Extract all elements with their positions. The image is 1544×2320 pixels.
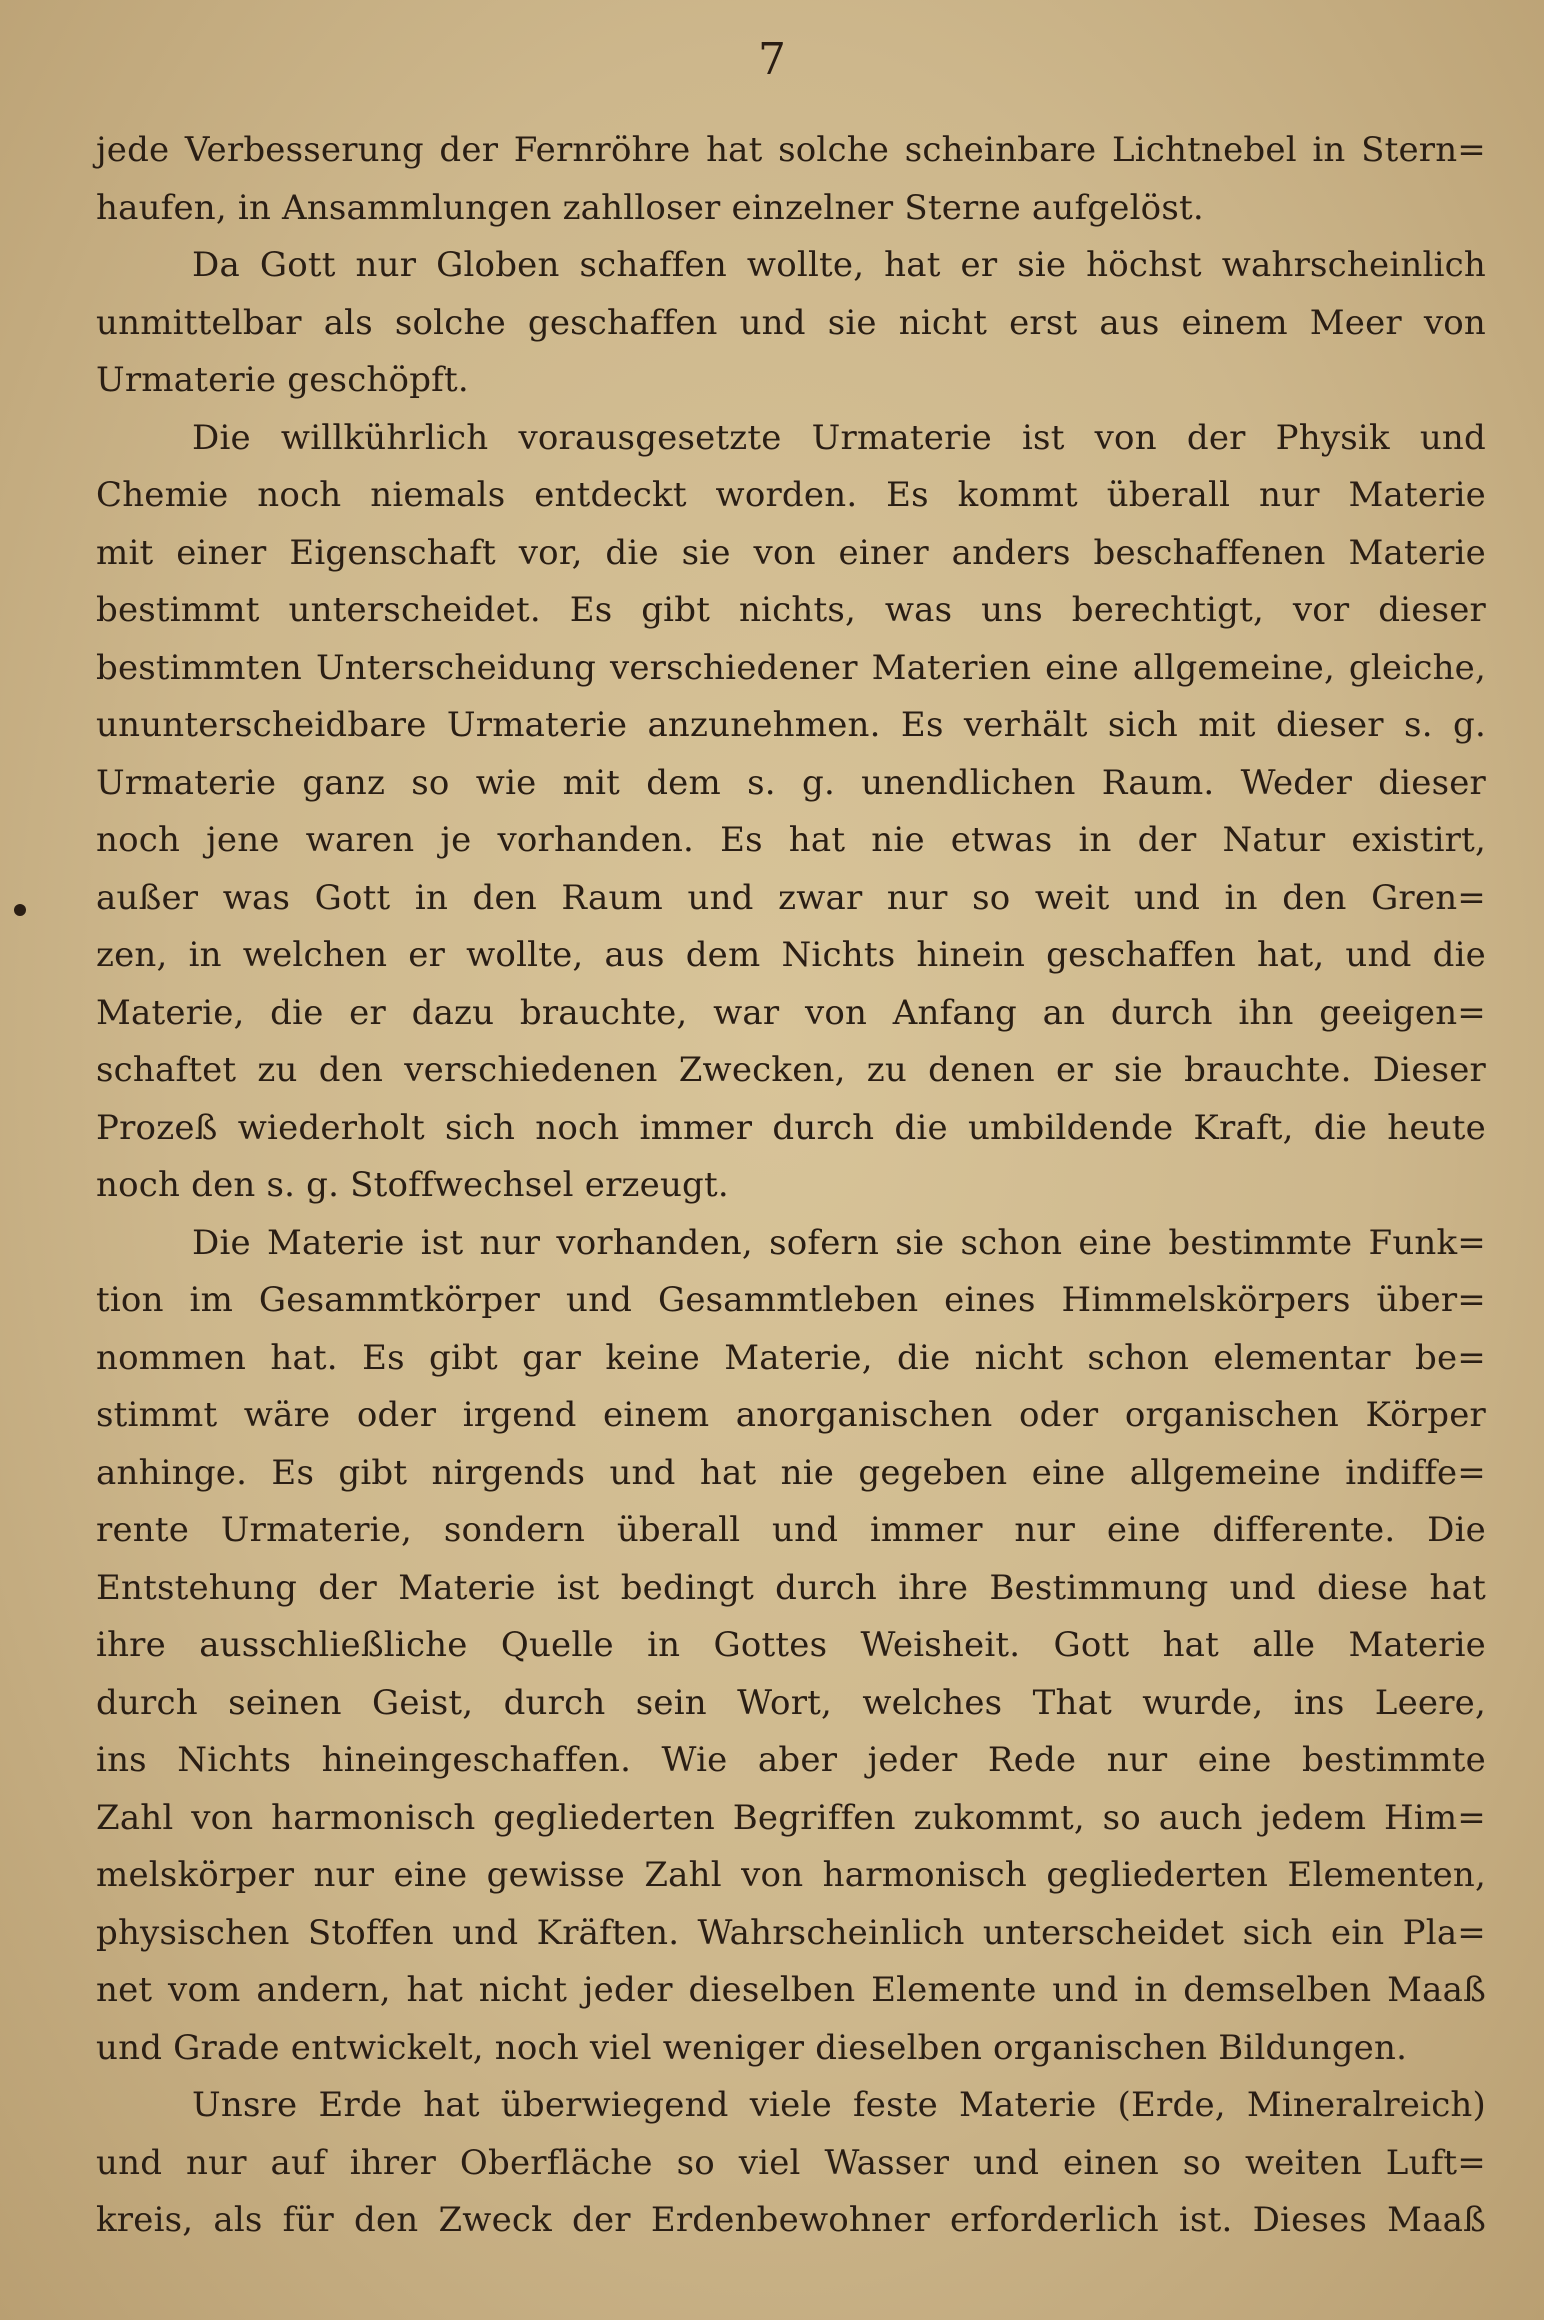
text-line: und Grade entwickelt, noch viel weniger dieselben organischen Bildungen. (96, 2027, 1408, 2068)
text-line: unmittelbar als solche geschaffen und sie nicht erst aus einem Meer von (96, 302, 1486, 343)
text-line: Zahl von harmonisch gegliederten Begriffen zukommt, so auch jedem Him= (96, 1797, 1486, 1838)
text-line: Chemie noch niemals entdeckt worden. Es kommt überall nur Materie (96, 475, 1486, 515)
text-line: Die willkührlich vorausgesetzte Urmaterie ist von der Physik und (192, 417, 1486, 458)
text-line: Urmaterie geschöpft. (96, 360, 469, 400)
text-line: mit einer Eigenschaft vor, die sie von einer anders beschaffenen Materie (96, 532, 1486, 573)
margin-ink-dot (14, 904, 26, 916)
text-line: bestimmt unterscheidet. Es gibt nichts, was uns berechtigt, vor dieser (96, 590, 1486, 630)
text-line: physischen Stoffen und Kräften. Wahrscheinlich unterscheidet sich ein Pla= (96, 1912, 1486, 1953)
text-line: anhinge. Es gibt nirgends und hat nie gegeben eine allgemeine indiffe= (96, 1452, 1486, 1493)
text-line: außer was Gott in den Raum und zwar nur so weit und in den Gren= (96, 877, 1486, 918)
text-line: Da Gott nur Globen schaffen wollte, hat er sie höchst wahrscheinlich (192, 245, 1486, 285)
text-line: tion im Gesammtkörper und Gesammtleben eines Himmelskörpers über= (96, 1280, 1486, 1320)
text-line: rente Urmaterie, sondern überall und immer nur eine differente. Die (96, 1510, 1486, 1550)
page-number: 7 (758, 34, 786, 85)
text-line: nommen hat. Es gibt gar keine Materie, die nicht schon elementar be= (96, 1337, 1486, 1378)
text-line: noch den s. g. Stoffwechsel erzeugt. (96, 1165, 729, 1205)
text-line: net vom andern, hat nicht jeder dieselben Elemente und in demselben Maaß (96, 1970, 1486, 2010)
text-line: stimmt wäre oder irgend einem anorganischen oder organischen Körper (96, 1395, 1486, 1435)
text-line: Prozeß wiederholt sich noch immer durch die umbildende Kraft, die heute (96, 1107, 1486, 1148)
text-line: schaftet zu den verschiedenen Zwecken, zu denen er sie brauchte. Dieser (96, 1050, 1486, 1090)
text-line: noch jene waren je vorhanden. Es hat nie etwas in der Natur existirt, (96, 820, 1486, 860)
text-line: kreis, als für den Zweck der Erdenbewohner erforderlich ist. Dieses Maaß (96, 2200, 1486, 2240)
text-line: bestimmten Unterscheidung verschiedener Materien eine allgemeine, gleiche, (96, 647, 1486, 688)
text-line: jede Verbesserung der Fernröhre hat solche scheinbare Lichtnebel in Stern= (96, 130, 1486, 170)
text-line: Urmaterie ganz so wie mit dem s. g. unendlichen Raum. Weder dieser (96, 762, 1486, 803)
text-line: haufen, in Ansammlungen zahlloser einzelner Sterne aufgelöst. (96, 187, 1204, 228)
text-line: zen, in welchen er wollte, aus dem Nichts hinein geschaffen hat, und die (96, 935, 1486, 975)
text-line: ins Nichts hineingeschaffen. Wie aber jeder Rede nur eine bestimmte (96, 1740, 1486, 1780)
text-line: Die Materie ist nur vorhanden, sofern sie schon eine bestimmte Funk= (192, 1222, 1486, 1263)
text-line: ihre ausschließliche Quelle in Gottes Weisheit. Gott hat alle Materie (96, 1625, 1486, 1665)
text-line: melskörper nur eine gewisse Zahl von harmonisch gegliederten Elementen, (96, 1855, 1486, 1895)
text-line: und nur auf ihrer Oberfläche so viel Wasser und einen so weiten Luft= (96, 2142, 1486, 2183)
text-line: Materie, die er dazu brauchte, war von Anfang an durch ihn geeigen= (96, 992, 1486, 1033)
text-line: ununterscheidbare Urmaterie anzunehmen. Es verhält sich mit dieser s. g. (96, 705, 1486, 745)
text-line: Entstehung der Materie ist bedingt durch ihre Bestimmung und diese hat (96, 1567, 1486, 1608)
text-line: durch seinen Geist, durch sein Wort, welches That wurde, ins Leere, (96, 1682, 1486, 1723)
body-text (96, 122, 1486, 2250)
text-line: Unsre Erde hat überwiegend viele feste Materie (Erde, Mineralreich) (192, 2085, 1486, 2125)
